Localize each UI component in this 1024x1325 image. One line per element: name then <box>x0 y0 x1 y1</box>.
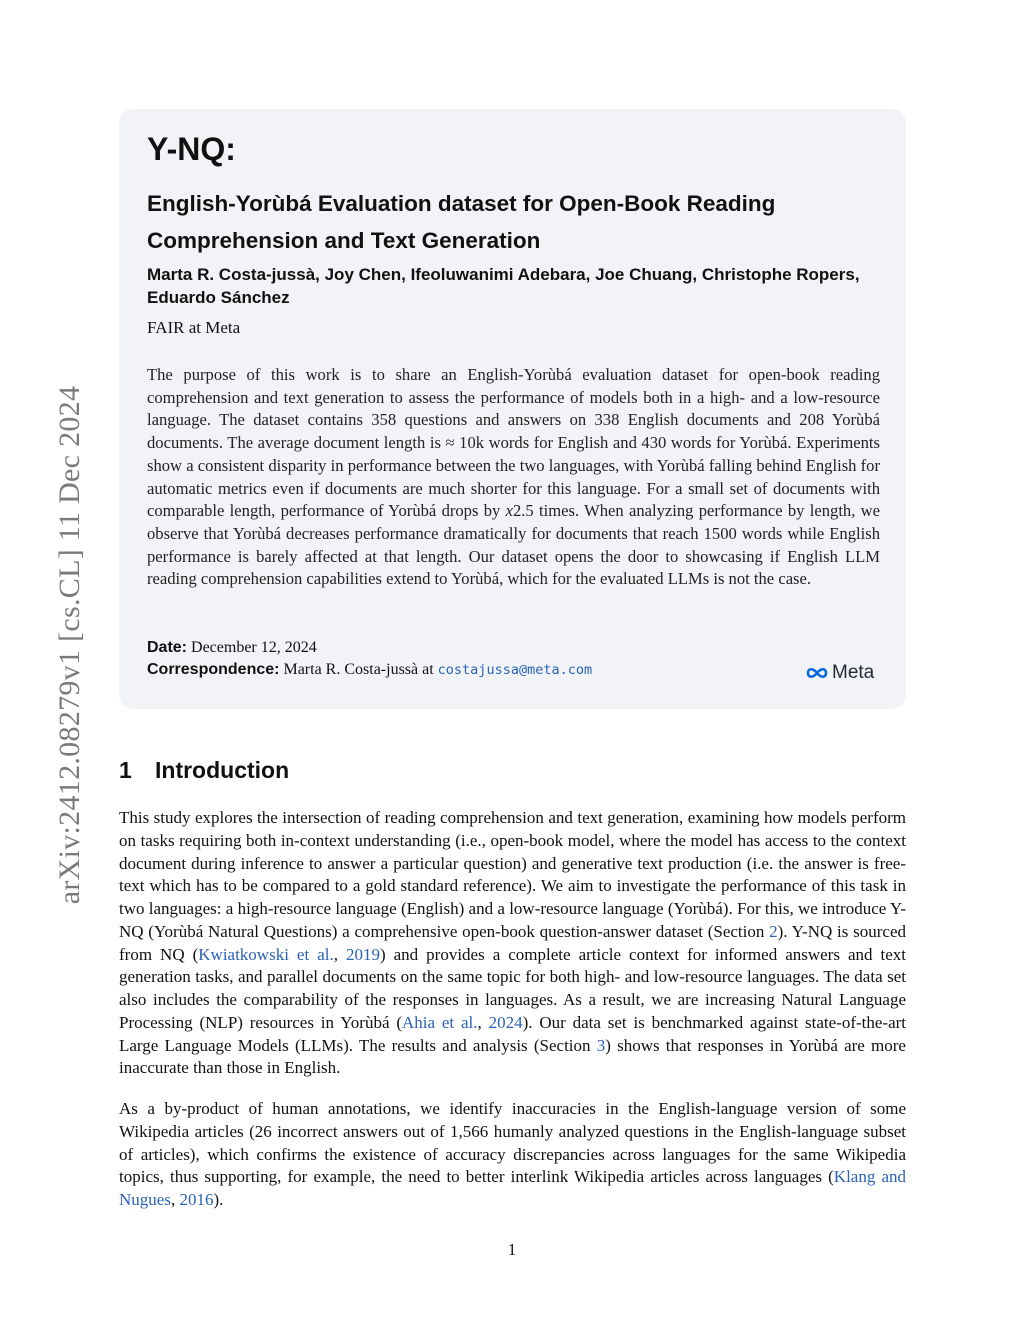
p1-text-2: ). Y-NQ is sourced from NQ ( <box>119 921 906 964</box>
intro-paragraph-1 <box>119 807 906 1080</box>
p2-text-1: As a by-product of human annotations, we identify inaccuracies in the English-language version of some Wikipedia articles (26 incorrect answers out of 1,566 humanly analyzed questions in the English-language subset of articles), which confirms the existence of accuracy discrepancies across languages for the same Wikipedia topics, thus supporting, for example, the need to better interlink Wikipedia articles across languages ( <box>119 1099 906 1187</box>
correspondence-line <box>147 661 592 679</box>
meta-infinity-icon <box>805 666 829 680</box>
abstract-text-a: The purpose of this work is to share an English-Yorùbá evaluation dataset for open-book reading comprehension and text generation to assess the performance of models both in a high- and a low-resource language. The dataset contains 358 questions and answers on 338 English documents and 208 Yorùbá documents. The average document length is ≈ 10k words for English and 430 words for Yorùbá. Experiments show a consistent disparity in performance between the two languages, with Yorùbá falling behind English for automatic metrics even if documents are much shorter for this language. For a small set of documents with comparable length, performance of Yorùbá drops by <box>147 365 880 521</box>
correspondence-text: Marta R. Costa-jussà at <box>283 661 434 678</box>
section-title: Introduction <box>155 757 290 783</box>
date-value: December 12, 2024 <box>191 639 317 656</box>
p2-text-3: ). <box>213 1190 224 1209</box>
author-list: Marta R. Costa-jussà, Joy Chen, Ifeoluwanimi Adebara, Joe Chuang, Christophe Ropers, Eduardo Sánchez <box>147 265 860 307</box>
meta-logo-text: Meta <box>832 662 875 683</box>
section-3-ref-link[interactable]: 3 <box>596 1035 606 1055</box>
meta-logo <box>805 662 874 684</box>
affiliation: FAIR at Meta <box>147 318 241 337</box>
p1-text-1: This study explores the intersection of reading comprehension and text generation, examining how models perform on tasks requiring both in-context understanding (i.e., open-book model, where the model has access to the context document during inference to answer a particular question) and generative text production (i.e. the answer is free-text which has to be compared to a gold standard reference). We aim to investigate the performance of this task in two languages: a high-resource language (English) and a low-resource language (Yorùbá). For this, we introduce Y-NQ (Yorùbá Natural Questions) a comprehensive open-book question-answer dataset (Section <box>119 808 906 941</box>
intro-paragraph-2 <box>119 1098 906 1212</box>
paper-subtitle: English-Yorùbá Evaluation dataset for Open-Book Reading Comprehension and Text Generation <box>147 191 776 253</box>
citation-klang-year-link[interactable]: 2016 <box>179 1190 214 1209</box>
citation-kwiatkowski-year-link[interactable]: 2019 <box>345 944 380 964</box>
citation-ahia-year-link[interactable]: 2024 <box>488 1012 523 1032</box>
p1-text-6: ). Our data set is benchmarked against state-of-the-art Large Language Models (LLMs). The results and analysis (Section <box>119 1012 906 1055</box>
citation-kwiatkowski-link[interactable]: Kwiatkowski et al. <box>198 944 334 964</box>
abstract-math-x: x <box>505 501 513 521</box>
p1-text-3: , <box>333 944 346 964</box>
citation-ahia-link[interactable]: Ahia et al. <box>401 1012 478 1032</box>
paper-title: Y-NQ: <box>147 131 236 167</box>
p1-text-5: , <box>477 1012 489 1032</box>
citation-klang-link[interactable]: Klang and Nugues <box>119 1167 906 1209</box>
date-line <box>147 639 317 657</box>
p2-text-2: , <box>170 1190 180 1209</box>
correspondence-email[interactable]: costajussa@meta.com <box>437 662 593 678</box>
date-label: Date: <box>147 639 188 656</box>
arxiv-identifier: arXiv:2412.08279v1 [cs.CL] 11 Dec 2024 <box>53 385 86 905</box>
abstract-text-b: 2.5 times. When analyzing performance by length, we observe that Yorùbá decreases performance dramatically for documents that reach 1500 words while English performance is barely affected at that length. Our dataset opens the door to showcasing if English LLM reading comprehension capabilities extend to Yorùbá, which for the evaluated LLMs is not the case. <box>147 501 880 589</box>
page-number: 1 <box>507 1240 517 1259</box>
p1-text-4: ) and provides a complete article context for informed answers and text generation tasks, and parallel documents on the same topic for both high- and low-resource languages. The data set also includes the comparability of the responses in languages. As a result, we are increasing Natural Language Processing (NLP) resources in Yorùbá ( <box>119 944 906 1032</box>
section-heading <box>119 757 289 784</box>
section-number: 1 <box>119 757 132 783</box>
abstract <box>147 364 880 591</box>
section-2-ref-link[interactable]: 2 <box>769 921 778 941</box>
correspondence-label: Correspondence: <box>147 661 280 678</box>
p1-text-7: ) shows that responses in Yorùbá are more inaccurate than those in English. <box>119 1035 906 1078</box>
